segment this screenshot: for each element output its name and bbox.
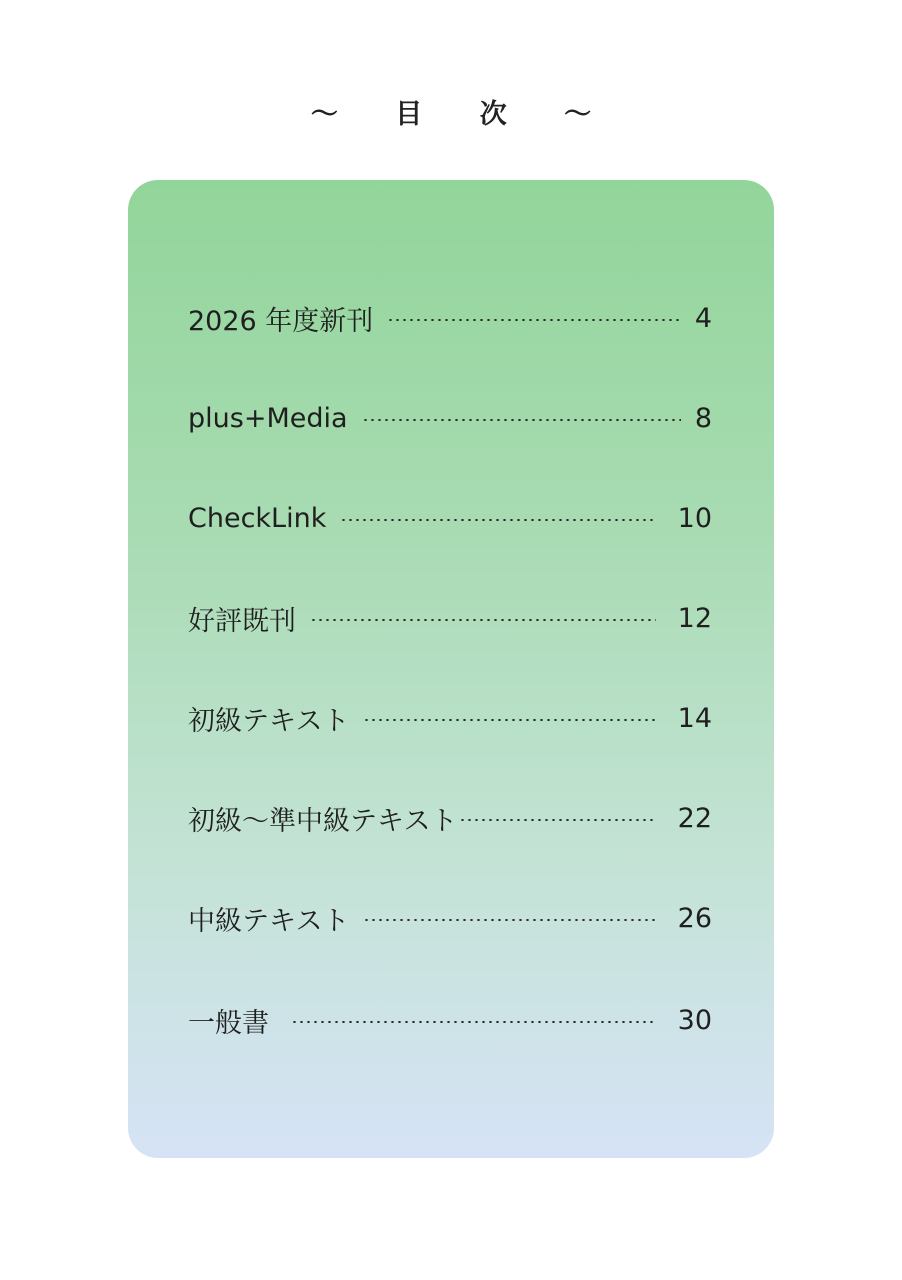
- toc-entry-page: 26: [677, 902, 712, 934]
- toc-entry-page: 10: [677, 502, 712, 534]
- dot-leader: [387, 319, 681, 321]
- toc-entry-beginner-to-pre-intermediate[interactable]: [188, 798, 712, 838]
- toc-entry-page: 14: [677, 702, 712, 734]
- toc-entry-page: 12: [677, 602, 712, 634]
- dot-leader: [340, 519, 656, 521]
- page-title: ～ 目 次 ～: [310, 99, 616, 130]
- toc-entry-label: CheckLink: [188, 502, 327, 534]
- toc-entry-backlist[interactable]: [188, 598, 712, 638]
- toc-entry-page: 22: [677, 802, 712, 834]
- toc-entry-page: 30: [677, 1004, 712, 1036]
- toc-entry-label: 中級テキスト: [188, 905, 350, 937]
- toc-entry-label: plus+Media: [188, 402, 348, 434]
- toc-entry-label: 好評既刊: [188, 605, 296, 637]
- toc-entry-new-titles[interactable]: [188, 298, 712, 338]
- dot-leader: [362, 419, 681, 421]
- dot-leader: [310, 619, 656, 621]
- dot-leader: [363, 919, 656, 921]
- dot-leader: [363, 719, 656, 721]
- toc-entry-label: 2026 年度新刊: [188, 305, 374, 337]
- toc-entry-intermediate[interactable]: [188, 898, 712, 938]
- toc-panel: [128, 180, 774, 1158]
- toc-entry-label: 初級テキスト: [188, 705, 350, 737]
- toc-entry-general-books[interactable]: [188, 1000, 712, 1040]
- dot-leader: [459, 819, 656, 821]
- toc-entry-label: 一般書: [188, 1007, 269, 1039]
- toc-entry-label: 初級～準中級テキスト: [188, 805, 458, 837]
- toc-entry-plus-media[interactable]: [188, 398, 712, 438]
- toc-entry-checklink[interactable]: [188, 498, 712, 538]
- toc-entry-page: 4: [694, 302, 712, 334]
- dot-leader: [291, 1021, 656, 1023]
- toc-entry-page: 8: [694, 402, 712, 434]
- toc-entry-beginner[interactable]: [188, 698, 712, 738]
